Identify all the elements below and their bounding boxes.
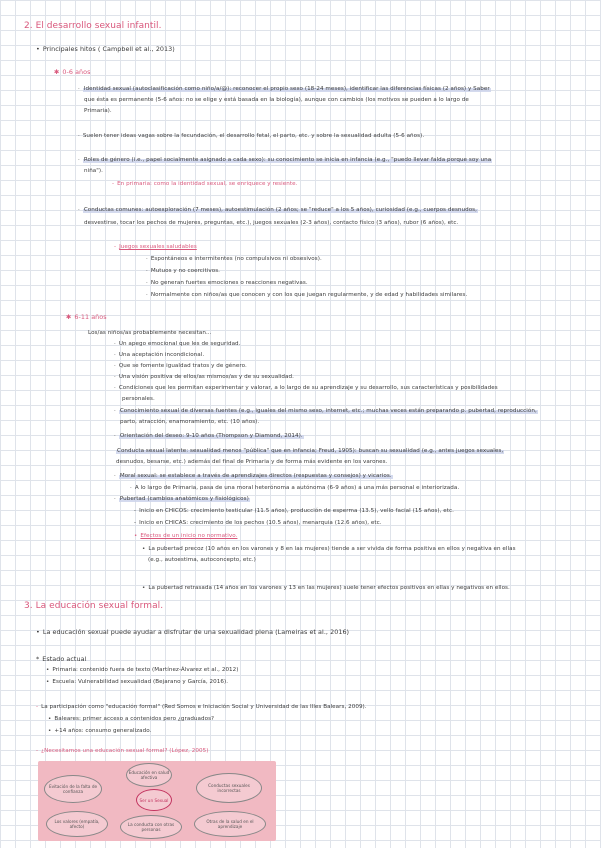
bullet-icon: · [146, 256, 148, 262]
bullet-icon: · [114, 341, 116, 347]
identidad-line-1: · Identidad sexual (autoclasificación como niño/a/@): reconocer el propio sexo (18-24 meses), identificar las diferencias físicas (2 años) y Saber [78, 86, 490, 92]
age-heading-6-11 [66, 313, 107, 321]
bullet-icon: · [78, 86, 80, 92]
bullet-icon: · [146, 268, 148, 274]
bullet-icon: · [114, 374, 116, 380]
bullet-icon: · [78, 157, 80, 163]
personales-line: personales. [122, 396, 155, 402]
moral-sub-line: · A lo largo de Primaria, pasa de una moral heterónoma a autónoma (6-9 años) a una más personal e interiorizada. [130, 485, 460, 491]
bullet-icon: • [142, 585, 146, 591]
definicion-line: • La educación sexual puede ayudar a disfrutar de una sexualidad plena (Lameiras et al., 2016) [36, 628, 350, 636]
suelen-line: · Suelen tener ideas vagas sobre la fecundación, el desarrollo fetal, el parto, etc. y sobre la sexualidad adulta (5-6 años). [78, 133, 425, 139]
diagram-node: Los valores (empatía, afecto) [46, 811, 108, 837]
estado-item: • Escuela: Vulnerabilidad sexualidad (Bejarano y García, 2016). [46, 679, 229, 685]
bullet-icon: • [48, 716, 52, 722]
diagram-center-node: Ser un Sexual [136, 789, 172, 811]
principales-hitos [36, 45, 175, 53]
bullet-icon: · [114, 433, 116, 439]
dash-icon: - [112, 181, 115, 187]
bullet-icon: · [130, 485, 132, 491]
juegos-item: · No generan fuertes emociones o reacciones negativas. [146, 280, 308, 286]
age2-text: 6-11 años [74, 313, 107, 321]
primaria-line: - En primaria: como la identidad sexual, se enriquece y resiente. [112, 181, 298, 187]
juegos-title: - Juegos sexuales saludables [114, 244, 197, 250]
bullet-icon: · [114, 408, 116, 414]
roles-line-2: niña"). [84, 168, 103, 174]
identidad-line-2: que ésta es permanente (5-6 años: no se elige y está basada en la biología), aunque con cambios (los motivos se pueden a lo largo de [84, 97, 469, 103]
conocimiento-line-2: parto, atracción, enamoramiento, etc. (10 años). [120, 419, 260, 425]
participacion-item: • Baleares: primer acceso a contenidos pero ¿graduados? [48, 716, 215, 722]
chicos-line: - Inicio en CHICOS: crecimiento testicular (11.5 años), producción de esperma (13.5), vello facial (15 años), etc. [134, 508, 454, 514]
necesitan-item: · Un apego emocional que les de seguridad. [114, 341, 241, 347]
bullet-icon: • [134, 533, 138, 539]
bullet-icon: · [78, 133, 80, 139]
dash-icon: - [36, 704, 39, 710]
estado-heading: * Estado actual [36, 655, 87, 663]
age1-text: 0-6 años [62, 68, 91, 76]
concept-diagram [38, 761, 276, 841]
necesitan-item: · Una aceptación incondicional. [114, 352, 205, 358]
diagram-node: Evitación de la falta de confianza [44, 775, 102, 803]
dash-icon: - [134, 508, 137, 514]
juegos-item: · Espontáneos e intermitentes (no compulsivos ni obsesivos). [146, 256, 322, 262]
bullet-icon: · [114, 363, 116, 369]
pubertad-line: · Pubertad (cambios anatómicos y fisiológicos) [114, 496, 249, 502]
asterisk-icon: ✱ [66, 313, 72, 321]
juegos-item: · Mutuos y no coercitivos. [146, 268, 221, 274]
orientacion-line: · Orientación del deseo: 9-10 años (Thompson y Diamond, 2014). [114, 433, 303, 439]
asterisk-icon: ✱ [54, 68, 60, 76]
bullet-icon: • [46, 679, 50, 685]
bullet-icon: • [48, 728, 52, 734]
participacion-item: • +14 años: consumo generalizado. [48, 728, 152, 734]
efecto1-line-2: (e.g., autoestima, autoconcepto, etc.) [148, 557, 256, 563]
los-ninos-line: Los/as niños/as probablemente necesitan... [88, 330, 212, 336]
bullet-icon: · [146, 280, 148, 286]
necesitan-item: · Que se fomente igualdad tratos y de género. [114, 363, 247, 369]
age-heading-0-6 [54, 68, 90, 76]
roles-line-1: · Roles de género (i.e., papel socialmente asignado a cada sexo): su conocimiento se inicia en infancia (e.g., "puedo llevar falda porque soy una [78, 157, 492, 163]
bullet-icon: • [36, 628, 40, 636]
diagram-node: La conducta con otras personas [120, 815, 182, 839]
chicas-line: - Inicio en CHICAS: crecimiento de los pechos (10.5 años), menarquia (12.6 años), etc. [134, 520, 382, 526]
estado-item: • Primaria: contenido fuera de texto (Martínez-Álvarez et al., 2012) [46, 667, 239, 673]
bullet-icon: · [146, 292, 148, 298]
dash-icon: - [36, 748, 39, 754]
efecto2-line: • La pubertad retrasada (14 años en los varones y 13 en las mujeres) suele tener efectos positivos en ellas y negativos en ellos. [142, 585, 510, 591]
juegos-item: · Normalmente con niños/as que conocen y con los que juegan regularmente, y de edad y habilidades similares. [146, 292, 468, 298]
bullet-icon: • [46, 667, 50, 673]
necesitan-item: · Una visión positiva de ellos/as mismos/as y de su sexualidad. [114, 374, 294, 380]
bullet-icon: • [36, 45, 40, 53]
moral-line: · Moral sexual: se establece a través de aprendizajes directos (respuestas y consejos) y vicarios. [114, 473, 392, 479]
bullet-icon: · [114, 352, 116, 358]
bullet-icon: • [142, 546, 146, 552]
efecto1-line-1: • La pubertad precoz (10 años en los varones y 8 en las mujeres) tiende a ser vivida de forma positiva en ellos y negativa en ellas [142, 546, 516, 552]
participacion-line: - La participación como "educación formal" (Red Somos e Iniciación Social y Universidad de las Illes Balears, 2009). [36, 704, 367, 710]
dash-icon: - [114, 244, 117, 250]
dash-icon: - [134, 520, 137, 526]
conocimiento-line-1: · Conocimiento sexual de diversas fuentes (e.g., iguales del mismo sexo, internet, etc.; muchas veces están preparando p. pubertad, reproducción, [114, 408, 537, 414]
conductas-line-1: · Conductas comunes: autoexploración (7 meses), autoestimulación (2 años; se "reduce" a los 5 años), curiosidad (e.g., cuerpos desnudos, [78, 207, 477, 213]
diagram-node: Otras de la salud en el aprendizaje [194, 811, 266, 837]
necesitan-item: · Condiciones que les permitan experimentar y valorar, a lo largo de su aprendizaje y su desarrollo, sus características y posibilidades [114, 385, 498, 391]
conductas-line-2: desvestirse, tocar los pechos de mujeres, preguntas, etc.), juegos sexuales (2-3 años), contacto físico (3 años), rubor (6 años), etc. [84, 220, 459, 226]
diagram-node: Educación en salud afectiva [126, 763, 172, 787]
bullet-icon: · [114, 496, 116, 502]
conducta-line-1: Conducta sexual latente: sexualidad menos "pública" que en infancia; Freud, 1905): buscan su sexualidad (e.g., antes juegos sexuales, [117, 448, 504, 454]
efectos-title: • Efectos de un inicio no normativo. [134, 533, 238, 539]
bullet-icon: · [114, 473, 116, 479]
conducta-line-2: desnudos, besarse, etc.) además del final de Primaria y de forma más evidente en los varones. [116, 459, 388, 465]
identidad-line-3: Primaria). [84, 108, 112, 114]
bullet-icon: · [114, 385, 116, 391]
bullet-icon: · [78, 207, 80, 213]
diagram-node: Conductas sexuales incorrectas [196, 773, 262, 803]
principales-text: Principales hitos ( Campbell et al., 2013) [42, 45, 175, 53]
section-3-title: 3. La educación sexual formal. [24, 601, 164, 611]
section-2-title: 2. El desarrollo sexual infantil. [24, 21, 162, 31]
pregunta-line: - ¿Necesitamos una educación sexual formal? (López, 2005) [36, 748, 209, 754]
asterisk-icon: * [36, 655, 40, 663]
